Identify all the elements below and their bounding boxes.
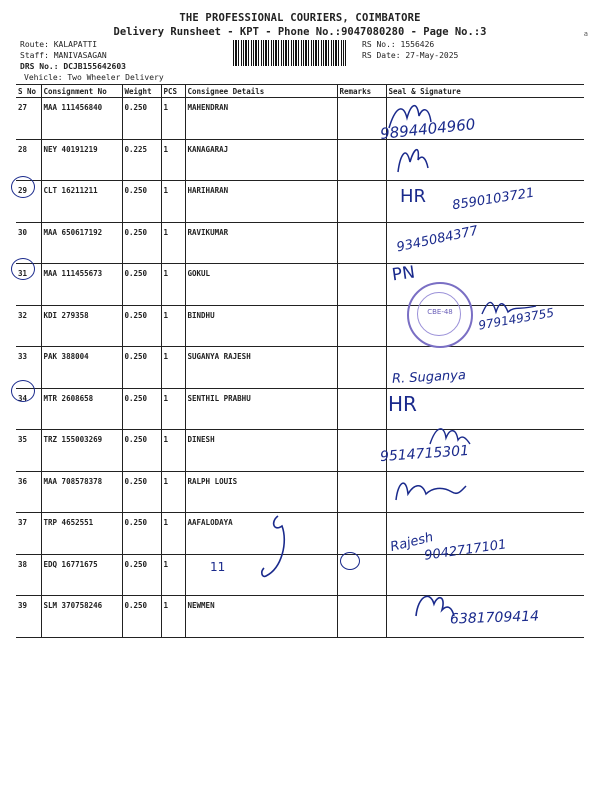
col-consignment: Consignment No	[41, 85, 122, 98]
cell-weight: 0.250	[122, 430, 161, 472]
cell-consignee: DINESH	[185, 430, 337, 472]
cell-consignment: MAA 650617192	[41, 222, 122, 264]
initials-34: HR	[388, 392, 417, 416]
large-mark-37	[252, 512, 296, 586]
cell-weight: 0.250	[122, 98, 161, 140]
company-title: THE PROFESSIONAL COURIERS, COIMBATORE	[179, 12, 421, 24]
cell-consignment: TRZ 155003269	[41, 430, 122, 472]
cell-remarks	[337, 264, 386, 306]
cell-consignment: MAA 111455673	[41, 264, 122, 306]
cell-consignment: EDQ 16771675	[41, 554, 122, 596]
cell-sno: 34	[16, 388, 41, 430]
cell-sno: 27	[16, 98, 41, 140]
circle-mark-29	[11, 176, 35, 198]
cell-weight: 0.225	[122, 139, 161, 181]
phone-38: 9042717101	[423, 537, 508, 564]
table-row	[16, 347, 584, 389]
drs-label: DRS No.: DCJB155642603	[20, 62, 126, 71]
table-row	[16, 554, 584, 596]
cell-pcs: 1	[161, 554, 185, 596]
phone-30: 9345084377	[395, 223, 480, 256]
circle-mark-38	[340, 552, 360, 570]
col-sno: S No	[16, 85, 41, 98]
table-row	[16, 388, 584, 430]
signature-28	[392, 138, 432, 178]
cell-consignment: MTR 2608658	[41, 388, 122, 430]
cell-pcs: 1	[161, 181, 185, 223]
cell-sno: 37	[16, 513, 41, 555]
cell-remarks	[337, 181, 386, 223]
cell-consignee: SUGANYA RAJESH	[185, 347, 337, 389]
cell-consignee: NEWMEN	[185, 596, 337, 638]
cell-pcs: 1	[161, 596, 185, 638]
cell-remarks	[337, 596, 386, 638]
cell-pcs: 1	[161, 139, 185, 181]
cell-consignment: CLT 16211211	[41, 181, 122, 223]
vehicle-label: Vehicle: Two Wheeler Delivery	[24, 73, 164, 82]
circle-mark-31	[11, 258, 35, 280]
cell-pcs: 1	[161, 513, 185, 555]
cell-sno: 31	[16, 264, 41, 306]
cell-consignment: MAA 111456840	[41, 98, 122, 140]
cell-pcs: 1	[161, 388, 185, 430]
cell-pcs: 1	[161, 264, 185, 306]
cell-consignee: GOKUL	[185, 264, 337, 306]
cell-pcs: 1	[161, 305, 185, 347]
cell-sno: 32	[16, 305, 41, 347]
table-header-row	[16, 85, 584, 98]
runsheet-table	[16, 84, 584, 638]
cell-consignee: RALPH LOUIS	[185, 471, 337, 513]
table-row	[16, 430, 584, 472]
staff-label: Staff: MANIVASAGAN	[20, 51, 107, 60]
cell-consignee: SENTHIL PRABHU	[185, 388, 337, 430]
cell-consignee: RAVIKUMAR	[185, 222, 337, 264]
cell-sno: 39	[16, 596, 41, 638]
col-signature: Seal & Signature	[386, 85, 584, 98]
table-row	[16, 471, 584, 513]
phone-32: 9791493755	[477, 305, 555, 333]
phone-27: 9894404960	[379, 115, 477, 143]
cell-remarks	[337, 388, 386, 430]
initials-31: PN	[390, 262, 417, 286]
initials-29: HR	[400, 186, 427, 207]
seal-stamp	[407, 282, 473, 348]
cell-sno: 35	[16, 430, 41, 472]
cell-pcs: 1	[161, 98, 185, 140]
cell-pcs: 1	[161, 430, 185, 472]
route-label: Route: KALAPATTI	[20, 40, 98, 49]
cell-weight: 0.250	[122, 181, 161, 223]
cell-remarks	[337, 305, 386, 347]
corner-mark: a	[583, 30, 588, 38]
cell-weight: 0.250	[122, 305, 161, 347]
cell-remarks	[337, 222, 386, 264]
cell-weight: 0.250	[122, 388, 161, 430]
table-row	[16, 98, 584, 140]
col-pcs: PCS	[161, 85, 185, 98]
cell-pcs: 1	[161, 347, 185, 389]
signature-36	[392, 472, 468, 506]
name-38: Rajesh	[388, 529, 435, 556]
circle-mark-34	[11, 380, 35, 402]
cell-pcs: 1	[161, 471, 185, 513]
name-33: R. Suganya	[391, 368, 467, 387]
cell-consignment: SLM 370758246	[41, 596, 122, 638]
cell-weight: 0.250	[122, 554, 161, 596]
cell-consignment: MAA 708578378	[41, 471, 122, 513]
cell-consignment: PAK 388004	[41, 347, 122, 389]
cell-remarks	[337, 347, 386, 389]
col-remarks: Remarks	[337, 85, 386, 98]
cell-remarks	[337, 139, 386, 181]
cell-weight: 0.250	[122, 596, 161, 638]
cell-sno: 38	[16, 554, 41, 596]
cell-consignment: NEY 40191219	[41, 139, 122, 181]
col-weight: Weight	[122, 85, 161, 98]
phone-29: 8590103721	[451, 185, 536, 214]
table-row	[16, 139, 584, 181]
mark-38: 11	[210, 560, 226, 574]
cell-weight: 0.250	[122, 222, 161, 264]
cell-consignee: MAHENDRAN	[185, 98, 337, 140]
cell-sno: 29	[16, 181, 41, 223]
drs-barcode	[233, 40, 346, 66]
cell-consignee: BINDHU	[185, 305, 337, 347]
cell-consignment: KDI 279358	[41, 305, 122, 347]
cell-consignee: HARIHARAN	[185, 181, 337, 223]
runsheet-subtitle: Delivery Runsheet - KPT - Phone No.:9047080280 - Page No.:3	[113, 26, 487, 38]
cell-remarks	[337, 471, 386, 513]
cell-remarks	[337, 513, 386, 555]
cell-consignment: TRP 4652551	[41, 513, 122, 555]
phone-35: 9514715301	[379, 442, 470, 466]
cell-remarks	[337, 98, 386, 140]
cell-weight: 0.250	[122, 471, 161, 513]
cell-weight: 0.250	[122, 264, 161, 306]
cell-sno: 28	[16, 139, 41, 181]
cell-consignee: AAFALODAYA	[185, 513, 337, 555]
cell-weight: 0.250	[122, 347, 161, 389]
cell-sno: 36	[16, 471, 41, 513]
cell-sno: 30	[16, 222, 41, 264]
stamp-label: CBE-48	[427, 308, 453, 316]
rs-number: RS No.: 1556426	[362, 40, 435, 49]
cell-sno: 33	[16, 347, 41, 389]
cell-consignee: KANAGARAJ	[185, 139, 337, 181]
cell-weight: 0.250	[122, 513, 161, 555]
cell-pcs: 1	[161, 222, 185, 264]
rs-date: RS Date: 27-May-2025	[362, 51, 459, 60]
table-row	[16, 222, 584, 264]
phone-39: 6381709414	[449, 608, 540, 628]
col-consignee: Consignee Details	[185, 85, 337, 98]
